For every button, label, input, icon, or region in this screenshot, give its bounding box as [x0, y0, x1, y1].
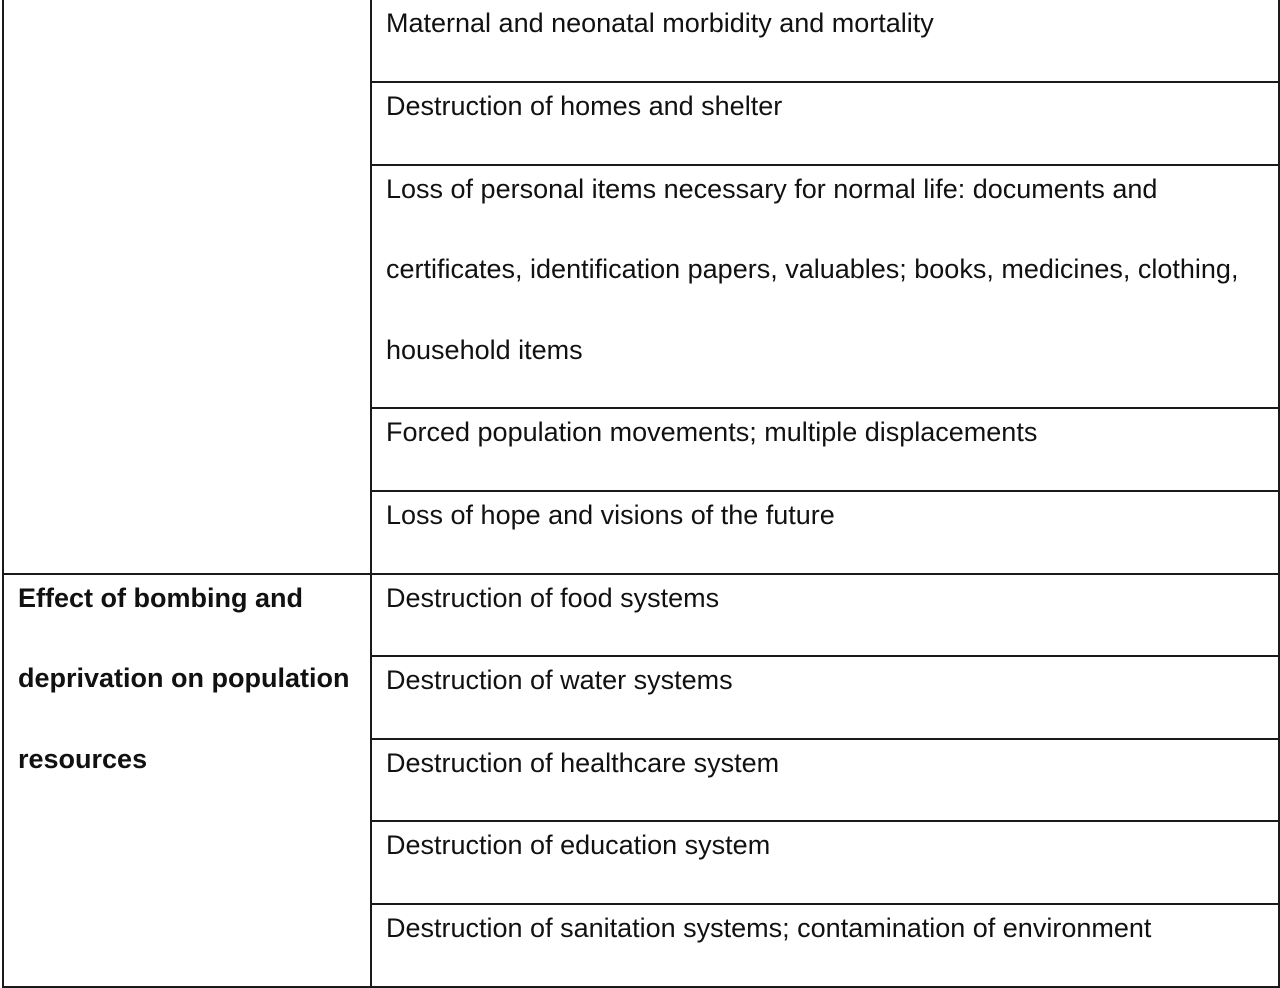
category-cell	[3, 574, 371, 987]
item-text: Destruction of homes and shelter	[386, 91, 783, 121]
item-text: Destruction of sanitation systems; contamination of environment	[386, 912, 1152, 943]
category-label: Effect of bombing and deprivation on population resources	[18, 582, 350, 774]
item-text: Maternal and neonatal morbidity and mortality	[386, 8, 934, 38]
impact-table	[2, 0, 1280, 988]
item-text: Destruction of water systems	[386, 665, 733, 696]
item-text: Destruction of education system	[386, 830, 771, 861]
item-text: Destruction of food systems	[386, 582, 720, 613]
item-text: Destruction of healthcare system	[386, 747, 780, 778]
item-text: Loss of hope and visions of the future	[386, 499, 835, 530]
category-cell	[3, 0, 371, 574]
item-text: Forced population movements; multiple displacements	[386, 417, 1038, 448]
item-text: Loss of personal items necessary for normal life: documents and certificates, identification papers, valuables; books, medicines, clothing, household items	[386, 173, 1239, 365]
item-cell	[371, 904, 1279, 987]
item-cell	[371, 165, 1279, 409]
